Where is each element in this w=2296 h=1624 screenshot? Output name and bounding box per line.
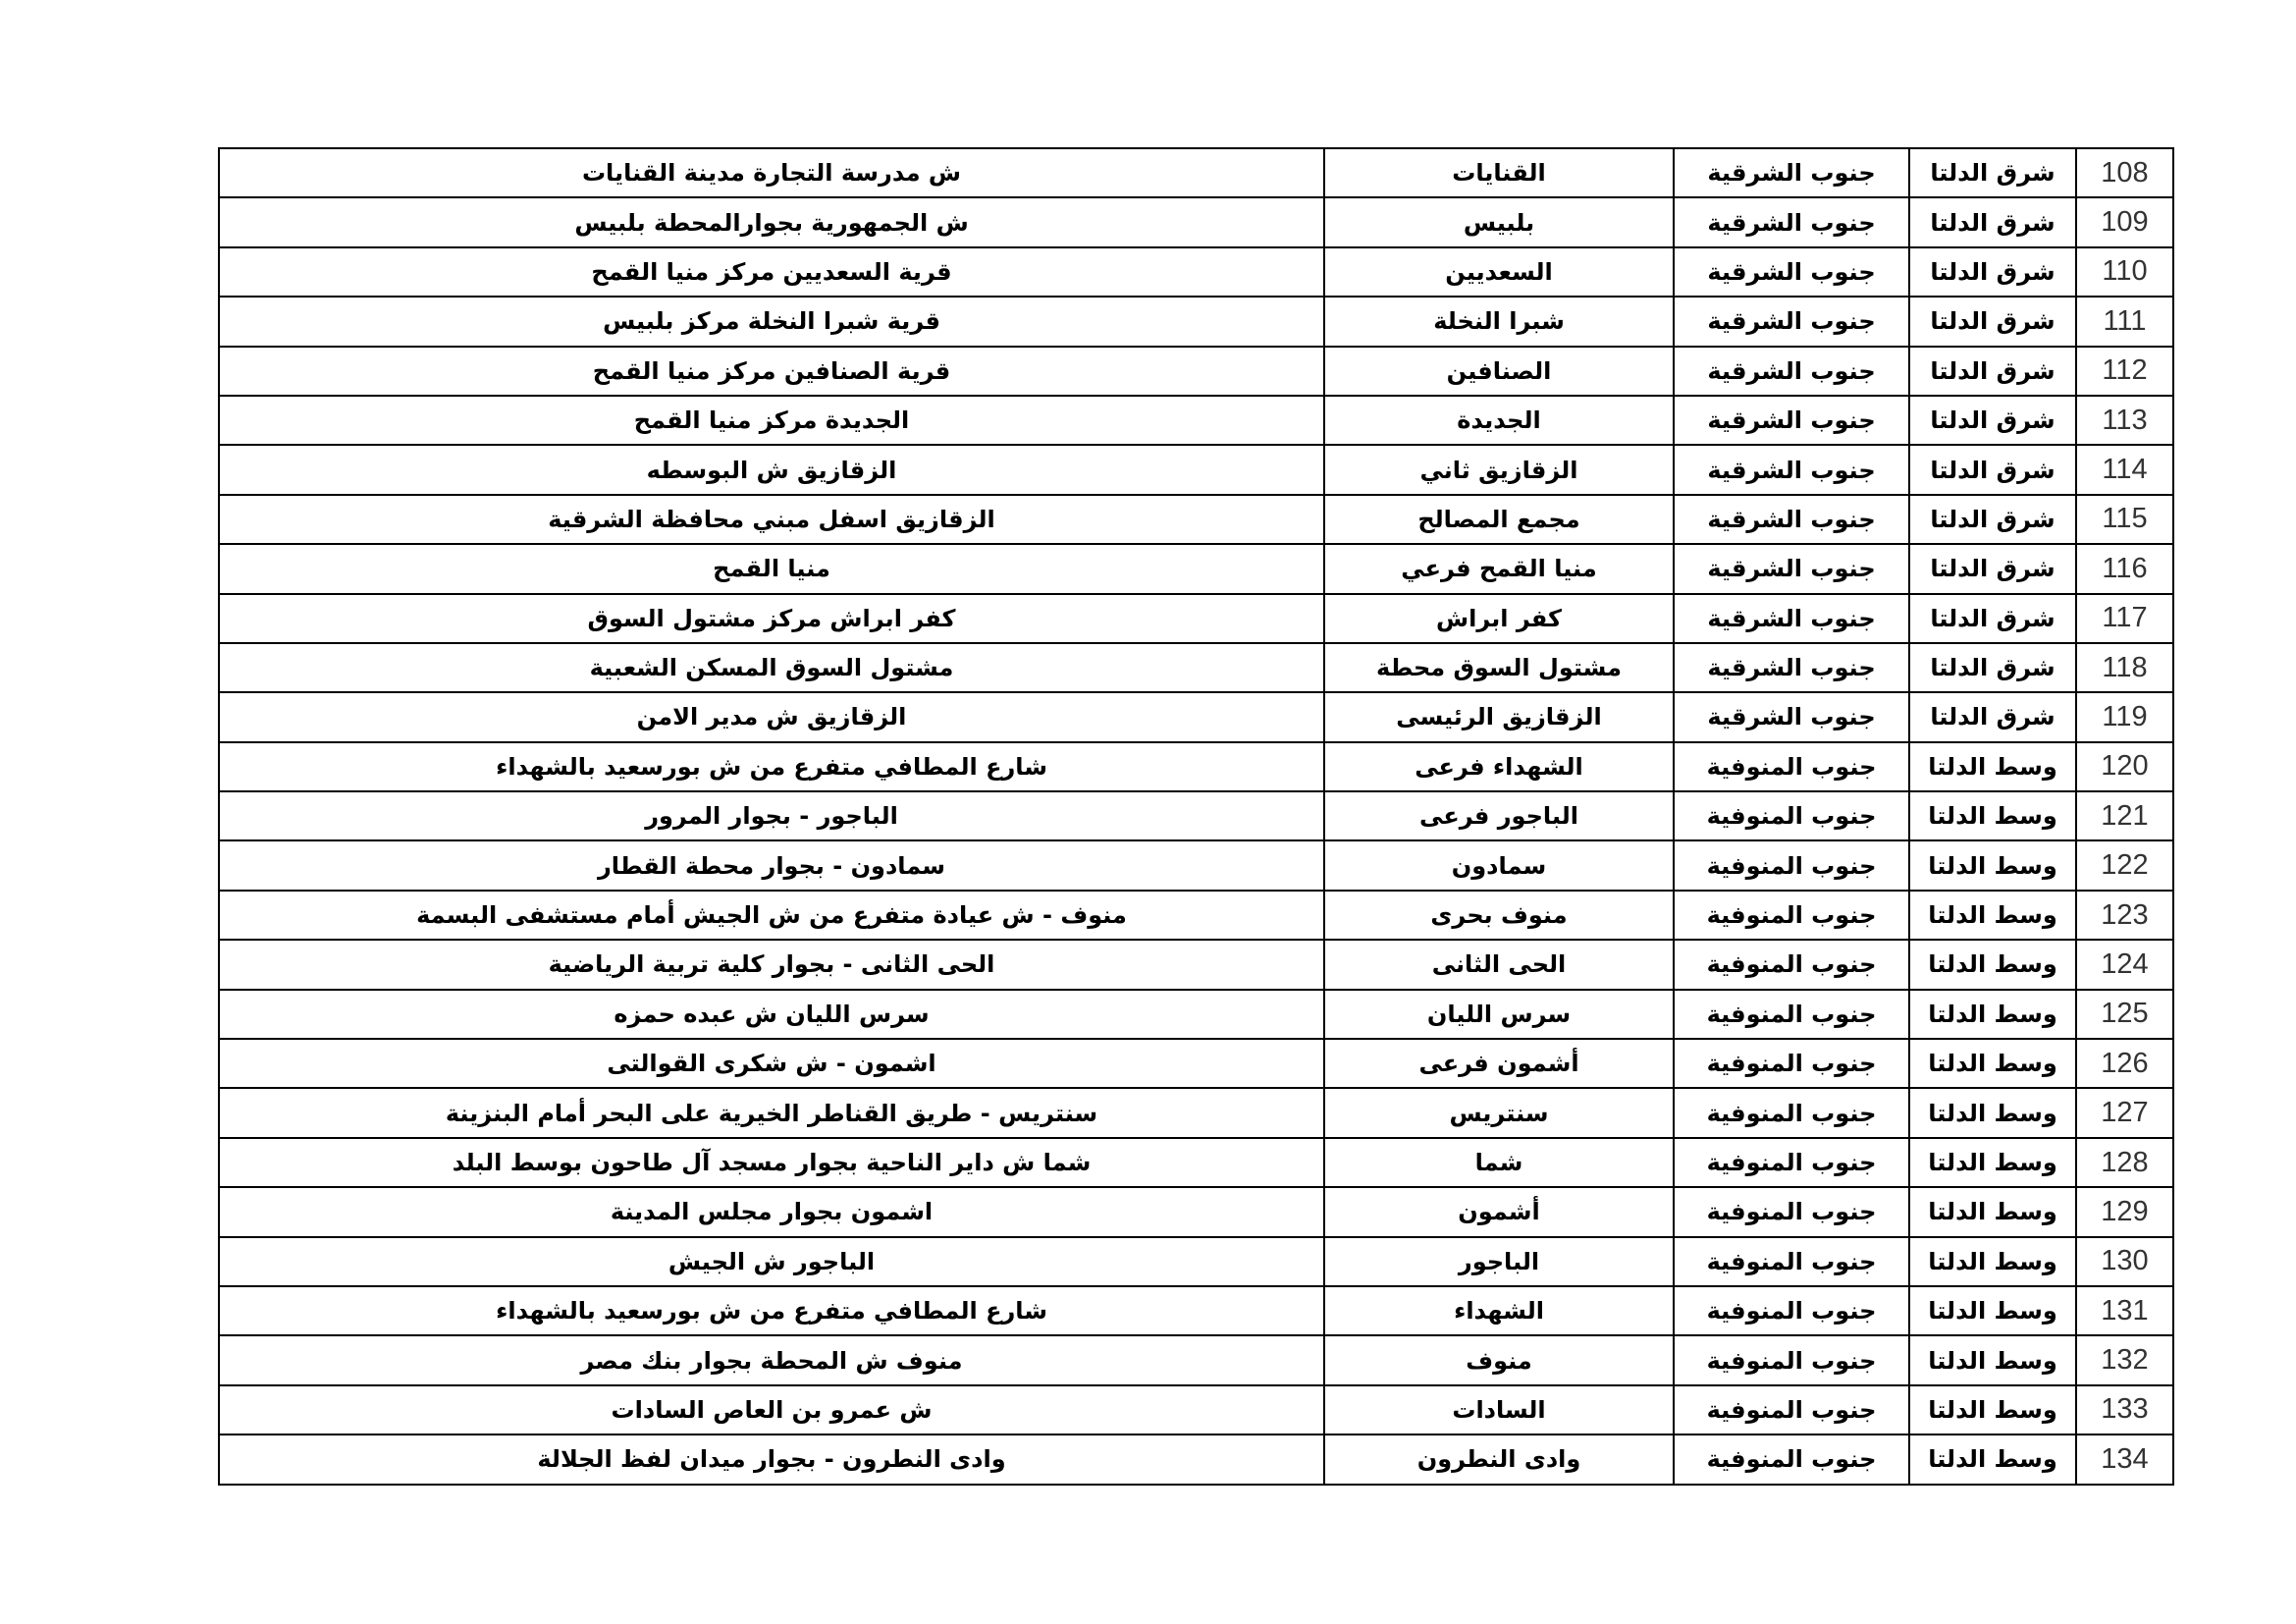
office-cell: الصنافين xyxy=(1324,347,1674,396)
address-cell: الباجور ش الجيش xyxy=(219,1237,1324,1286)
office-cell: الزقازيق ثاني xyxy=(1324,445,1674,494)
address-cell: الزقازيق ش مدير الامن xyxy=(219,692,1324,741)
office-cell: الجديدة xyxy=(1324,396,1674,445)
sector-cell: جنوب المنوفية xyxy=(1674,891,1909,940)
sector-cell: جنوب الشرقية xyxy=(1674,197,1909,246)
sector-cell: جنوب الشرقية xyxy=(1674,247,1909,297)
table-row xyxy=(219,148,2173,197)
region-cell: وسط الدلتا xyxy=(1909,1335,2076,1384)
address-cell: قرية السعديين مركز منيا القمح xyxy=(219,247,1324,297)
address-cell: منيا القمح xyxy=(219,544,1324,593)
address-cell: الزقازيق اسفل مبني محافظة الشرقية xyxy=(219,495,1324,544)
office-cell: الشهداء xyxy=(1324,1286,1674,1335)
address-cell: سرس الليان ش عبده حمزه xyxy=(219,990,1324,1039)
region-cell: وسط الدلتا xyxy=(1909,791,2076,840)
office-cell: القنايات xyxy=(1324,148,1674,197)
office-cell: الزقازيق الرئيسى xyxy=(1324,692,1674,741)
table-row xyxy=(219,1138,2173,1187)
row-number-cell: 114 xyxy=(2076,445,2173,494)
sector-cell: جنوب المنوفية xyxy=(1674,1187,1909,1236)
address-cell: شارع المطافي متفرع من ش بورسعيد بالشهداء xyxy=(219,1286,1324,1335)
sector-cell: جنوب المنوفية xyxy=(1674,1138,1909,1187)
row-number-cell: 122 xyxy=(2076,840,2173,890)
region-cell: شرق الدلتا xyxy=(1909,594,2076,643)
office-cell: شما xyxy=(1324,1138,1674,1187)
row-number-cell: 115 xyxy=(2076,495,2173,544)
region-cell: وسط الدلتا xyxy=(1909,1237,2076,1286)
address-cell: وادى النطرون - بجوار ميدان لفظ الجلالة xyxy=(219,1435,1324,1484)
table-row xyxy=(219,791,2173,840)
table-row xyxy=(219,940,2173,989)
region-cell: شرق الدلتا xyxy=(1909,197,2076,246)
region-cell: وسط الدلتا xyxy=(1909,742,2076,791)
table-row xyxy=(219,1237,2173,1286)
region-cell: وسط الدلتا xyxy=(1909,891,2076,940)
table-row xyxy=(219,197,2173,246)
table-row xyxy=(219,1286,2173,1335)
sector-cell: جنوب الشرقية xyxy=(1674,692,1909,741)
row-number-cell: 120 xyxy=(2076,742,2173,791)
office-cell: السعديين xyxy=(1324,247,1674,297)
row-number-cell: 123 xyxy=(2076,891,2173,940)
sector-cell: جنوب الشرقية xyxy=(1674,495,1909,544)
sector-cell: جنوب المنوفية xyxy=(1674,1237,1909,1286)
sector-cell: جنوب المنوفية xyxy=(1674,1039,1909,1088)
region-cell: شرق الدلتا xyxy=(1909,148,2076,197)
table-row xyxy=(219,297,2173,346)
branch-table xyxy=(218,147,2174,1486)
row-number-cell: 130 xyxy=(2076,1237,2173,1286)
address-cell: الباجور - بجوار المرور xyxy=(219,791,1324,840)
table-row xyxy=(219,692,2173,741)
table-row xyxy=(219,1187,2173,1236)
office-cell: مشتول السوق محطة xyxy=(1324,643,1674,692)
branch-table-body xyxy=(219,148,2173,1485)
office-cell: منيا القمح فرعي xyxy=(1324,544,1674,593)
region-cell: وسط الدلتا xyxy=(1909,1286,2076,1335)
row-number-cell: 127 xyxy=(2076,1088,2173,1137)
sector-cell: جنوب الشرقية xyxy=(1674,544,1909,593)
address-cell: اشمون بجوار مجلس المدينة xyxy=(219,1187,1324,1236)
region-cell: شرق الدلتا xyxy=(1909,643,2076,692)
sector-cell: جنوب المنوفية xyxy=(1674,940,1909,989)
sector-cell: جنوب المنوفية xyxy=(1674,742,1909,791)
table-row xyxy=(219,495,2173,544)
row-number-cell: 131 xyxy=(2076,1286,2173,1335)
office-cell: الباجور فرعى xyxy=(1324,791,1674,840)
region-cell: شرق الدلتا xyxy=(1909,396,2076,445)
region-cell: وسط الدلتا xyxy=(1909,840,2076,890)
office-cell: بلبيس xyxy=(1324,197,1674,246)
table-row xyxy=(219,594,2173,643)
office-cell: سنتريس xyxy=(1324,1088,1674,1137)
row-number-cell: 116 xyxy=(2076,544,2173,593)
row-number-cell: 124 xyxy=(2076,940,2173,989)
region-cell: شرق الدلتا xyxy=(1909,247,2076,297)
row-number-cell: 129 xyxy=(2076,1187,2173,1236)
table-row xyxy=(219,445,2173,494)
table-row xyxy=(219,643,2173,692)
row-number-cell: 108 xyxy=(2076,148,2173,197)
region-cell: شرق الدلتا xyxy=(1909,544,2076,593)
address-cell: منوف - ش عيادة متفرع من ش الجيش أمام مستشفى البسمة xyxy=(219,891,1324,940)
row-number-cell: 118 xyxy=(2076,643,2173,692)
row-number-cell: 110 xyxy=(2076,247,2173,297)
sector-cell: جنوب المنوفية xyxy=(1674,1435,1909,1484)
region-cell: شرق الدلتا xyxy=(1909,445,2076,494)
region-cell: شرق الدلتا xyxy=(1909,347,2076,396)
table-row xyxy=(219,1335,2173,1384)
region-cell: شرق الدلتا xyxy=(1909,297,2076,346)
row-number-cell: 132 xyxy=(2076,1335,2173,1384)
office-cell: وادى النطرون xyxy=(1324,1435,1674,1484)
table-row xyxy=(219,990,2173,1039)
row-number-cell: 109 xyxy=(2076,197,2173,246)
office-cell: أشمون xyxy=(1324,1187,1674,1236)
office-cell: منوف بحرى xyxy=(1324,891,1674,940)
row-number-cell: 111 xyxy=(2076,297,2173,346)
region-cell: شرق الدلتا xyxy=(1909,495,2076,544)
table-row xyxy=(219,1385,2173,1435)
address-cell: سنتريس - طريق القناطر الخيرية على البحر أمام البنزينة xyxy=(219,1088,1324,1137)
office-cell: منوف xyxy=(1324,1335,1674,1384)
region-cell: وسط الدلتا xyxy=(1909,940,2076,989)
office-cell: أشمون فرعى xyxy=(1324,1039,1674,1088)
address-cell: سمادون - بجوار محطة القطار xyxy=(219,840,1324,890)
address-cell: الزقازيق ش البوسطه xyxy=(219,445,1324,494)
region-cell: وسط الدلتا xyxy=(1909,1187,2076,1236)
region-cell: شرق الدلتا xyxy=(1909,692,2076,741)
sector-cell: جنوب المنوفية xyxy=(1674,840,1909,890)
region-cell: وسط الدلتا xyxy=(1909,1138,2076,1187)
office-cell: سرس الليان xyxy=(1324,990,1674,1039)
region-cell: وسط الدلتا xyxy=(1909,1088,2076,1137)
sector-cell: جنوب الشرقية xyxy=(1674,396,1909,445)
table-row xyxy=(219,347,2173,396)
address-cell: مشتول السوق المسكن الشعبية xyxy=(219,643,1324,692)
row-number-cell: 112 xyxy=(2076,347,2173,396)
office-cell: سمادون xyxy=(1324,840,1674,890)
sector-cell: جنوب الشرقية xyxy=(1674,347,1909,396)
sector-cell: جنوب المنوفية xyxy=(1674,990,1909,1039)
region-cell: وسط الدلتا xyxy=(1909,1385,2076,1435)
address-cell: شما ش داير الناحية بجوار مسجد آل طاحون بوسط البلد xyxy=(219,1138,1324,1187)
table-row xyxy=(219,891,2173,940)
address-cell: ش عمرو بن العاص السادات xyxy=(219,1385,1324,1435)
table-row xyxy=(219,840,2173,890)
row-number-cell: 117 xyxy=(2076,594,2173,643)
row-number-cell: 113 xyxy=(2076,396,2173,445)
region-cell: وسط الدلتا xyxy=(1909,1435,2076,1484)
row-number-cell: 119 xyxy=(2076,692,2173,741)
office-cell: الحى الثانى xyxy=(1324,940,1674,989)
table-row xyxy=(219,247,2173,297)
office-cell: مجمع المصالح xyxy=(1324,495,1674,544)
sector-cell: جنوب الشرقية xyxy=(1674,445,1909,494)
address-cell: الحى الثانى - بجوار كلية تربية الرياضية xyxy=(219,940,1324,989)
sector-cell: جنوب الشرقية xyxy=(1674,148,1909,197)
row-number-cell: 134 xyxy=(2076,1435,2173,1484)
row-number-cell: 133 xyxy=(2076,1385,2173,1435)
sector-cell: جنوب المنوفية xyxy=(1674,1385,1909,1435)
sector-cell: جنوب الشرقية xyxy=(1674,297,1909,346)
region-cell: وسط الدلتا xyxy=(1909,990,2076,1039)
sector-cell: جنوب المنوفية xyxy=(1674,1286,1909,1335)
sector-cell: جنوب المنوفية xyxy=(1674,791,1909,840)
address-cell: ش الجمهورية بجوارالمحطة بلبيس xyxy=(219,197,1324,246)
office-cell: الشهداء فرعى xyxy=(1324,742,1674,791)
address-cell: الجديدة مركز منيا القمح xyxy=(219,396,1324,445)
row-number-cell: 121 xyxy=(2076,791,2173,840)
address-cell: منوف ش المحطة بجوار بنك مصر xyxy=(219,1335,1324,1384)
office-cell: شبرا النخلة xyxy=(1324,297,1674,346)
row-number-cell: 128 xyxy=(2076,1138,2173,1187)
table-row xyxy=(219,1039,2173,1088)
address-cell: اشمون - ش شكرى القوالتى xyxy=(219,1039,1324,1088)
office-cell: كفر ابراش xyxy=(1324,594,1674,643)
table-row xyxy=(219,396,2173,445)
region-cell: وسط الدلتا xyxy=(1909,1039,2076,1088)
sector-cell: جنوب المنوفية xyxy=(1674,1088,1909,1137)
table-row xyxy=(219,544,2173,593)
sector-cell: جنوب الشرقية xyxy=(1674,643,1909,692)
row-number-cell: 125 xyxy=(2076,990,2173,1039)
address-cell: كفر ابراش مركز مشتول السوق xyxy=(219,594,1324,643)
address-cell: ش مدرسة التجارة مدينة القنايات xyxy=(219,148,1324,197)
office-cell: السادات xyxy=(1324,1385,1674,1435)
sector-cell: جنوب المنوفية xyxy=(1674,1335,1909,1384)
address-cell: قرية شبرا النخلة مركز بلبيس xyxy=(219,297,1324,346)
address-cell: شارع المطافي متفرع من ش بورسعيد بالشهداء xyxy=(219,742,1324,791)
office-cell: الباجور xyxy=(1324,1237,1674,1286)
row-number-cell: 126 xyxy=(2076,1039,2173,1088)
table-row xyxy=(219,742,2173,791)
table-row xyxy=(219,1435,2173,1484)
address-cell: قرية الصنافين مركز منيا القمح xyxy=(219,347,1324,396)
table-row xyxy=(219,1088,2173,1137)
sector-cell: جنوب الشرقية xyxy=(1674,594,1909,643)
